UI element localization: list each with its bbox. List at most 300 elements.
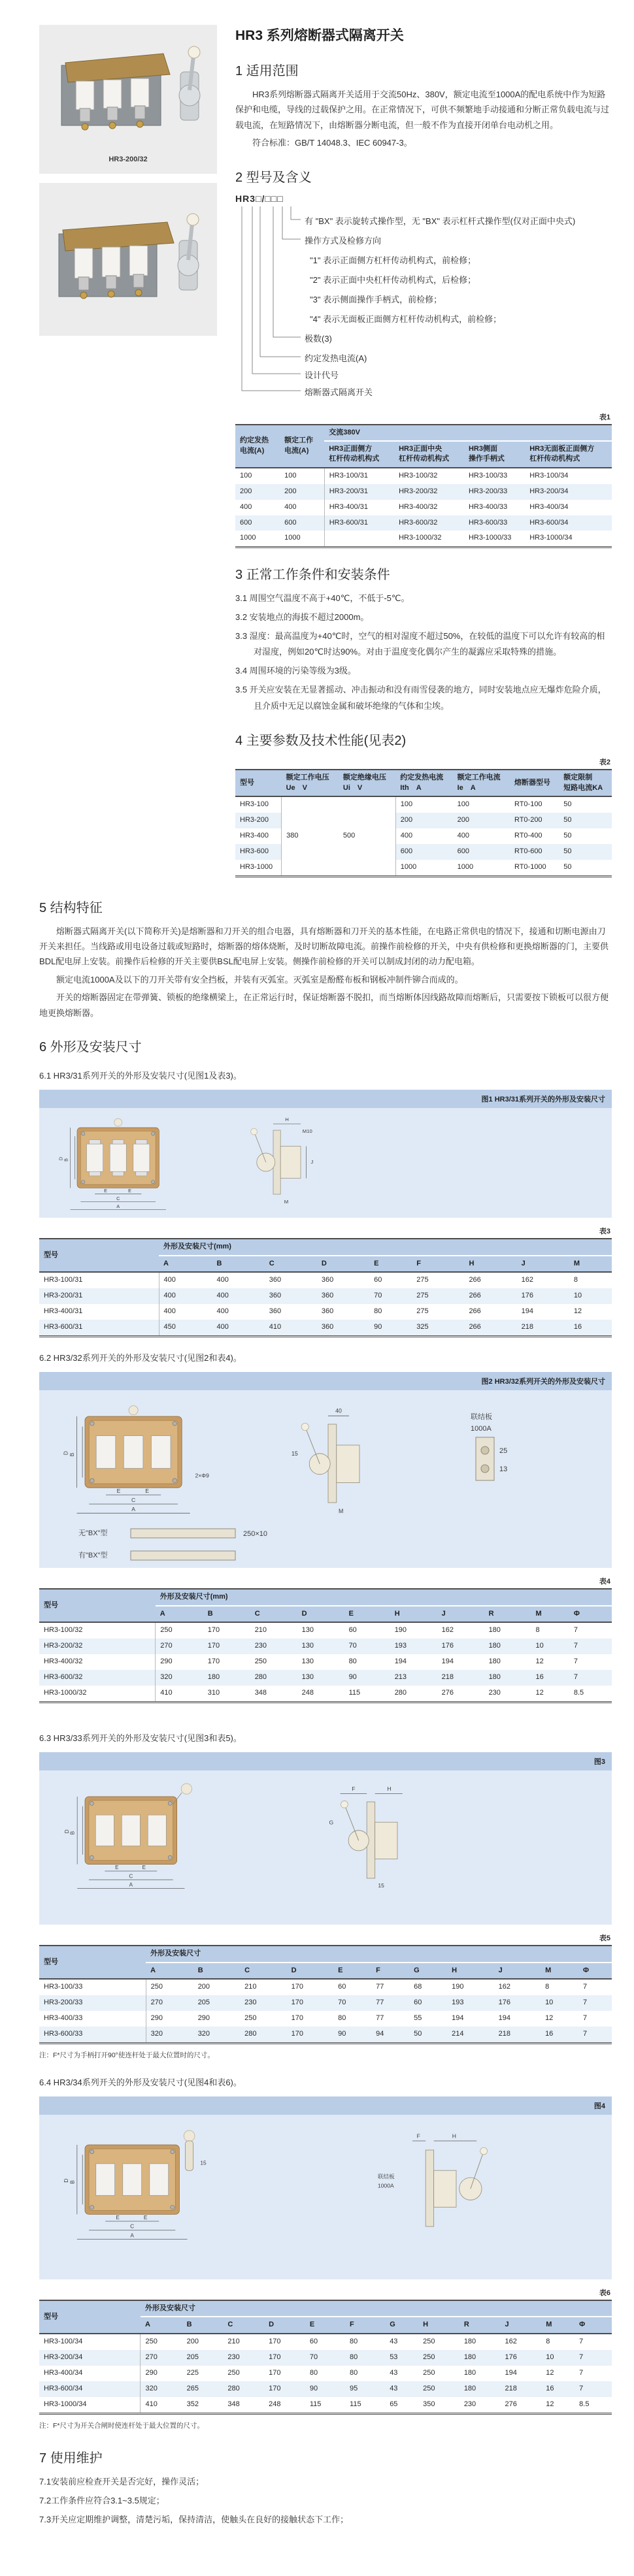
column-header: J (498, 1966, 503, 1974)
dimension-label: A (129, 1882, 133, 1888)
table-cell: 12 (546, 2400, 554, 2408)
dimension-label: M (339, 1508, 344, 1515)
table-cell: 325 (416, 1323, 429, 1331)
column-header: A (159, 1609, 165, 1618)
table-cell: HR3-100/31 (324, 468, 394, 484)
table-cell: 12 (535, 1657, 544, 1666)
column-header: J (505, 2321, 509, 2329)
dimension-label: 250×10 (243, 1530, 268, 1539)
column-header: D (301, 1609, 307, 1618)
table-cell: 250 (423, 2337, 435, 2345)
table-cell: 50 (563, 800, 572, 809)
table-6-label: 表6 (599, 2289, 610, 2298)
column-header: 熔断器型号 (514, 778, 550, 787)
column-header: E (309, 2321, 315, 2329)
dimension-label: H (452, 2132, 456, 2140)
table-cell: 275 (416, 1292, 429, 1300)
data-table (39, 2300, 612, 2414)
table-cell: 16 (545, 2029, 554, 2038)
table-cell: 170 (291, 2029, 304, 2038)
table-cell: HR3-600/33 (468, 518, 508, 527)
table-cell: 50 (563, 831, 572, 840)
table-row (235, 468, 612, 484)
column-header: M (535, 1609, 542, 1618)
table-3-label: 表3 (599, 1228, 610, 1236)
table-cell: 176 (521, 1292, 534, 1300)
table-cell: 12 (573, 1307, 582, 1316)
figure-3-banner: 图3 (39, 1752, 612, 1770)
variant-label: 有"BX"型 (78, 1552, 108, 1560)
table-cell: 350 (423, 2400, 435, 2408)
table-row (39, 2397, 612, 2413)
data-table (235, 424, 612, 549)
table-cell: 12 (546, 2368, 554, 2377)
table-cell: 210 (227, 2337, 240, 2345)
part-label: 联结板 (377, 2173, 395, 2180)
table-cell: HR3-100/33 (44, 1983, 83, 1991)
table-cell: 410 (141, 2397, 182, 2413)
table-cell: 275 (416, 1307, 429, 1316)
table-row (39, 1670, 612, 1686)
table-cell: 7 (573, 1672, 578, 1681)
table-cell: 218 (521, 1323, 534, 1331)
table-cell: 68 (414, 1983, 422, 1991)
dimension-label: E (142, 1865, 146, 1871)
column-header: D (321, 1259, 327, 1267)
table-cell: 12 (545, 2014, 554, 2022)
column-header: Φ (573, 1609, 580, 1618)
table-cell: 60 (414, 1998, 422, 2006)
dimension-label: C (131, 1497, 136, 1504)
table-cell: 280 (227, 2384, 240, 2392)
structure-paragraph: 开关的熔断器固定在带弹簧、锁板的绝缘横梁上，在正常运行时，保证熔断器不脱扣，而当熔断体因线路故障而熔断后，只需要按下锁板可以很方便地更换熔断器。 (39, 992, 609, 1018)
dimension-label: E (116, 2214, 120, 2221)
subsection-6-1: 6.1 HR3/31系列开关的外形及安装尺寸(见图1及表3)。 (39, 1071, 242, 1081)
table-cell: 360 (269, 1276, 282, 1284)
variant-label: 无"BX"型 (78, 1529, 108, 1538)
column-header: E (338, 1966, 343, 1974)
table-cell: 190 (394, 1626, 407, 1635)
subsection-6-4: 6.4 HR3/34系列开关的外形及安装尺寸(见图4和表6)。 (39, 2077, 242, 2087)
table-cell: 205 (186, 2353, 199, 2361)
table-cell: 43 (390, 2337, 398, 2345)
table-cell: 7 (583, 1983, 588, 1991)
table-cell: HR3-600/33 (44, 2029, 83, 2038)
figure-4-banner: 图4 (39, 2096, 612, 2115)
table-row (39, 2011, 612, 2027)
column-header: 外形及安装尺寸(mm) (159, 1239, 612, 1255)
table-cell: 8 (546, 2337, 550, 2345)
table-cell: 162 (505, 2337, 517, 2345)
column-header: M (546, 2321, 552, 2329)
table-cell: 130 (301, 1672, 314, 1681)
table-cell: 400 (216, 1323, 229, 1331)
column-header: G (414, 1966, 420, 1974)
table-cell: 8 (545, 1983, 550, 1991)
table-cell: 225 (186, 2368, 199, 2377)
table-cell: 360 (321, 1323, 334, 1331)
table-cell: 77 (376, 1983, 384, 1991)
column-header: J (441, 1609, 446, 1618)
dimension-label: D (63, 1829, 70, 1834)
dimension-label: B (68, 1452, 75, 1457)
table-cell: 80 (350, 2337, 358, 2345)
table-cell: 60 (338, 1983, 346, 1991)
table-1-models (235, 424, 612, 549)
table-cell: 70 (309, 2353, 318, 2361)
column-header: C (254, 1609, 260, 1618)
table-cell: 280 (244, 2029, 257, 2038)
table-cell: 180 (488, 1642, 501, 1650)
table-cell: 7 (573, 1626, 578, 1635)
table-cell: 10 (545, 1998, 554, 2006)
dimension-label: 40 (335, 1407, 342, 1414)
table-cell: 77 (376, 1998, 384, 2006)
table-cell: 600 (240, 518, 252, 527)
table-cell: 200 (284, 487, 297, 495)
table-row (39, 2381, 612, 2397)
table-row (235, 500, 612, 515)
column-header: 外形及安装尺寸 (146, 1946, 612, 1962)
table-cell: HR3-200/33 (44, 1998, 83, 2006)
dimension-label: B (63, 1158, 69, 1162)
table-cell: 1000 (457, 862, 474, 871)
table-cell: 180 (207, 1672, 220, 1681)
table-cell: 210 (244, 1983, 257, 1991)
table-cell: 130 (301, 1642, 314, 1650)
table-cell: 280 (394, 1688, 407, 1697)
table-cell: 162 (521, 1276, 534, 1284)
dimension-label: E (104, 1188, 107, 1194)
table-cell: 7 (583, 2029, 588, 2038)
table-cell: 200 (240, 487, 252, 495)
table-cell: RT0-1000 (514, 862, 546, 871)
column-header: B (207, 1609, 213, 1618)
table-cell: 250 (254, 1657, 267, 1666)
table-cell: HR3-200/32 (44, 1642, 83, 1650)
table-cell: 80 (350, 2368, 358, 2377)
table-cell: 250 (423, 2368, 435, 2377)
table-cell: 60 (348, 1626, 357, 1635)
full-width-sections (39, 897, 612, 2528)
table-2-parameters (235, 769, 612, 877)
column-header: Φ (583, 1966, 590, 1974)
condition-item: 3.2 安装地点的海拔不超过2000m。 (235, 612, 369, 623)
table-cell: 95 (350, 2384, 358, 2392)
dimension-label: C (130, 2223, 135, 2230)
dimension-label: D (62, 1451, 69, 1456)
section-5-heading: 5 结构特征 (39, 900, 103, 915)
table-cell: 230 (254, 1642, 267, 1650)
table-6-dimensions (39, 2300, 612, 2414)
column-header: 交流380V (324, 425, 612, 441)
table-cell: 275 (416, 1276, 429, 1284)
table-cell: 80 (338, 2014, 346, 2022)
section-3-heading: 3 正常工作条件和安装条件 (235, 568, 390, 583)
table-cell: 100 (395, 796, 452, 813)
table-cell: 100 (240, 471, 252, 480)
column-header: C (269, 1259, 275, 1267)
table-cell: 250 (227, 2368, 240, 2377)
dimension-label: 15 (200, 2159, 207, 2166)
column-header: 额定工作 电流(A) (284, 436, 314, 455)
figure-1-banner: 图1 HR3/31系列开关的外形及安装尺寸 (39, 1090, 612, 1108)
table-cell: HR3-100/31 (44, 1276, 83, 1284)
table-cell: 360 (321, 1292, 334, 1300)
table-cell: 280 (254, 1672, 267, 1681)
dimension-label: 2×Φ9 (195, 1472, 209, 1479)
table-4-label: 表4 (599, 1578, 610, 1586)
table-cell: 170 (269, 2337, 281, 2345)
table-cell: HR3-1000/34 (44, 2400, 87, 2408)
model-legend-item: 极数(3) (305, 333, 332, 344)
dimension-label: G (329, 1819, 334, 1826)
table-cell: 266 (469, 1292, 481, 1300)
column-header: C (244, 1966, 250, 1974)
table-cell: 180 (488, 1672, 501, 1681)
dimension-label: M10 (302, 1128, 312, 1135)
dimension-label: J (310, 1159, 314, 1166)
column-header: E (348, 1609, 354, 1618)
column-header: A (144, 2321, 150, 2329)
dimension-label: 25 (499, 1447, 508, 1456)
table-cell: 16 (573, 1323, 582, 1331)
table-cell: 360 (321, 1276, 334, 1284)
table-cell: 1000 (395, 860, 452, 876)
table-cell: 276 (441, 1688, 454, 1697)
column-header: 型号 (44, 1957, 58, 1966)
table-row (235, 484, 612, 500)
table-cell: 290 (197, 2014, 210, 2022)
table-cell: 400 (284, 502, 297, 511)
table-cell: 65 (390, 2400, 398, 2408)
table-cell: 265 (186, 2384, 199, 2392)
table-cell: 310 (207, 1688, 220, 1697)
table-cell: 270 (146, 1995, 193, 2011)
table-cell: HR3-100/33 (468, 471, 508, 480)
table-row (39, 1979, 612, 1995)
switch-photo-graphic (39, 25, 217, 153)
main-text-column (235, 25, 612, 881)
column-header: 额定工作电压 Ue V (286, 774, 329, 792)
table-cell: 400 (240, 502, 252, 511)
table-cell: 8.5 (579, 2400, 590, 2408)
table-cell: 193 (394, 1642, 407, 1650)
table-cell: HR3-1000/33 (468, 534, 512, 542)
table-cell: HR3-400/33 (44, 2014, 83, 2022)
condition-item: 3.1 周围空气温度不高于+40℃，不低于-5℃。 (235, 593, 410, 604)
column-header: HR3无面板正面侧方 杠杆传动机构式 (529, 444, 595, 463)
section-1-heading: 1 适用范围 (235, 64, 299, 78)
table-cell: 410 (269, 1323, 282, 1331)
column-header: 约定发热电流 Ith A (400, 774, 444, 792)
table-cell: 43 (390, 2384, 398, 2392)
table-cell: 205 (197, 1998, 210, 2006)
table-cell: 380 (282, 796, 339, 876)
dimension-label: F (352, 1785, 356, 1793)
maintenance-item: 7.1安装前应检查开关是否完好，操作灵活； (39, 2477, 205, 2487)
column-header: 型号 (44, 1251, 58, 1260)
table-cell: 176 (498, 1998, 510, 2006)
column-header: 型号 (44, 2312, 58, 2321)
table-row (39, 1995, 612, 2011)
table-cell: 200 (395, 813, 452, 828)
model-legend-item: 操作方式及检修方向 (305, 235, 382, 246)
table-cell: 360 (269, 1307, 282, 1316)
table-row (39, 1320, 612, 1336)
figure-4-drawing (39, 2115, 612, 2279)
table-row (39, 1288, 612, 1304)
condition-item: 3.4 周围环境的污染等级为3级。 (235, 666, 356, 676)
table-cell: 90 (348, 1672, 357, 1681)
table-cell: HR3-100/32 (44, 1626, 83, 1635)
table-cell: 7 (579, 2368, 584, 2377)
table-6-note: 注：F*尺寸为开关合闸时使连杆处于最大位置的尺寸。 (39, 2421, 204, 2430)
table-cell: 352 (186, 2400, 199, 2408)
dimension-label: D (63, 2178, 70, 2183)
table-cell: 230 (463, 2400, 476, 2408)
column-header: 额定工作电流 Ie A (457, 774, 501, 792)
table-cell: 290 (141, 2366, 182, 2381)
table-cell: 348 (254, 1688, 267, 1697)
table-cell: 7 (579, 2384, 584, 2392)
table-row (235, 530, 612, 547)
column-header: J (521, 1259, 526, 1267)
table-cell: HR3-1000/34 (529, 534, 573, 542)
table-cell: 410 (156, 1686, 203, 1702)
table-cell: HR3-600/34 (529, 518, 569, 527)
model-legend-item: "4" 表示无面板正面侧方杠杆传动机构式，前检修； (310, 314, 502, 324)
table-cell: 400 (457, 831, 469, 840)
table-cell: 400 (216, 1292, 229, 1300)
figure-1 (39, 1108, 612, 1218)
table-cell: 200 (197, 1983, 210, 1991)
figure-4 (39, 2115, 612, 2279)
table-row (39, 1639, 612, 1654)
figure-3 (39, 1770, 612, 1925)
table-cell: 194 (505, 2368, 517, 2377)
table-cell: 180 (463, 2353, 476, 2361)
table-cell: 250 (146, 1979, 193, 1995)
product-photo-1 (39, 25, 217, 174)
table-cell: 170 (207, 1626, 220, 1635)
column-header: 额定绝缘电压 Ui V (342, 774, 386, 792)
table-cell: 16 (535, 1672, 544, 1681)
table-cell: 70 (374, 1292, 382, 1300)
table-cell: 360 (269, 1292, 282, 1300)
dimension-label: F (416, 2132, 420, 2140)
table-cell: HR3-400/32 (44, 1657, 83, 1666)
table-cell: 180 (488, 1657, 501, 1666)
subsection-6-3: 6.3 HR3/33系列开关的外形及安装尺寸(见图3和表5)。 (39, 1733, 242, 1743)
dimension-label: E (128, 1188, 131, 1194)
table-cell: HR3-100/34 (529, 471, 569, 480)
table-cell: HR3-200/34 (44, 2353, 83, 2361)
model-legend-item: "3" 表示侧面操作手柄式，前检修； (310, 294, 442, 304)
column-header: 额定限制 短路电流KA (563, 774, 603, 792)
table-1-label: 表1 (599, 413, 610, 421)
table-row (39, 1654, 612, 1670)
table-cell: 194 (441, 1657, 454, 1666)
table-cell: 80 (309, 2368, 318, 2377)
column-header: F (376, 1966, 380, 1974)
table-cell: HR3-400/34 (529, 502, 569, 511)
table-cell: 77 (376, 2014, 384, 2022)
table-cell: 80 (350, 2353, 358, 2361)
table-cell: 10 (546, 2353, 554, 2361)
table-cell: HR3-200/31 (324, 484, 394, 500)
table-cell: 320 (146, 2027, 193, 2043)
table-cell: 7 (573, 1657, 578, 1666)
table-cell: 266 (469, 1276, 481, 1284)
dimension-label: H (285, 1117, 289, 1123)
table-cell: HR3-400/32 (399, 502, 438, 511)
dimension-label: E (115, 1865, 119, 1871)
dimension-label: 15 (378, 1882, 384, 1889)
maintenance-item: 7.2工作条件应符合3.1~3.5规定； (39, 2496, 165, 2506)
table-cell: 270 (156, 1639, 203, 1654)
dimension-label: E (116, 1488, 121, 1495)
model-legend-item: 有 "BX" 表示旋转式操作型，无 "BX" 表示杠杆式操作型(仅对正面中央式) (305, 216, 576, 226)
column-header: H (452, 1966, 458, 1974)
figure-2 (39, 1390, 612, 1568)
table-cell: 94 (376, 2029, 384, 2038)
table-cell: 1000 (240, 534, 256, 542)
table-cell: 600 (395, 844, 452, 860)
table-cell: 190 (452, 1983, 464, 1991)
table-cell (324, 530, 394, 547)
table-cell: 290 (156, 1654, 203, 1670)
table-cell: RT0-600 (514, 847, 542, 855)
dimension-label: C (129, 1873, 133, 1880)
column-header: HR3侧面 操作手柄式 (468, 444, 505, 463)
table-cell: 400 (159, 1304, 212, 1320)
table-row (39, 1304, 612, 1320)
table-cell: 600 (457, 847, 469, 855)
table-cell: 90 (309, 2384, 318, 2392)
table-5-dimensions (39, 1945, 612, 2044)
table-cell: HR3-400 (240, 831, 269, 840)
page-title: HR3 系列熔断器式隔离开关 (235, 28, 404, 43)
column-header: B (197, 1966, 203, 1974)
table-cell: 270 (141, 2350, 182, 2366)
data-table (39, 1238, 612, 1337)
table-cell: 230 (244, 1998, 257, 2006)
table-cell: 250 (244, 2014, 257, 2022)
column-header: B (216, 1259, 222, 1267)
column-header: C (227, 2321, 233, 2329)
table-cell: RT0-100 (514, 800, 542, 809)
table-cell: 43 (390, 2368, 398, 2377)
table-cell: 400 (159, 1288, 212, 1304)
table-cell: 60 (374, 1276, 382, 1284)
table-cell: 170 (207, 1642, 220, 1650)
table-cell: 170 (269, 2384, 281, 2392)
table-cell: 70 (338, 1998, 346, 2006)
table-cell: 200 (186, 2337, 199, 2345)
table-cell: 250 (141, 2334, 182, 2350)
table-cell: 600 (284, 518, 297, 527)
dimension-label: A (131, 1506, 135, 1513)
table-row (39, 1272, 612, 1288)
table-cell: 50 (563, 815, 572, 824)
table-cell: 170 (269, 2353, 281, 2361)
table-cell: 194 (452, 2014, 464, 2022)
table-cell: 276 (505, 2400, 517, 2408)
table-cell: 193 (452, 1998, 464, 2006)
table-cell: 7 (573, 1642, 578, 1650)
data-table (39, 1588, 612, 1703)
